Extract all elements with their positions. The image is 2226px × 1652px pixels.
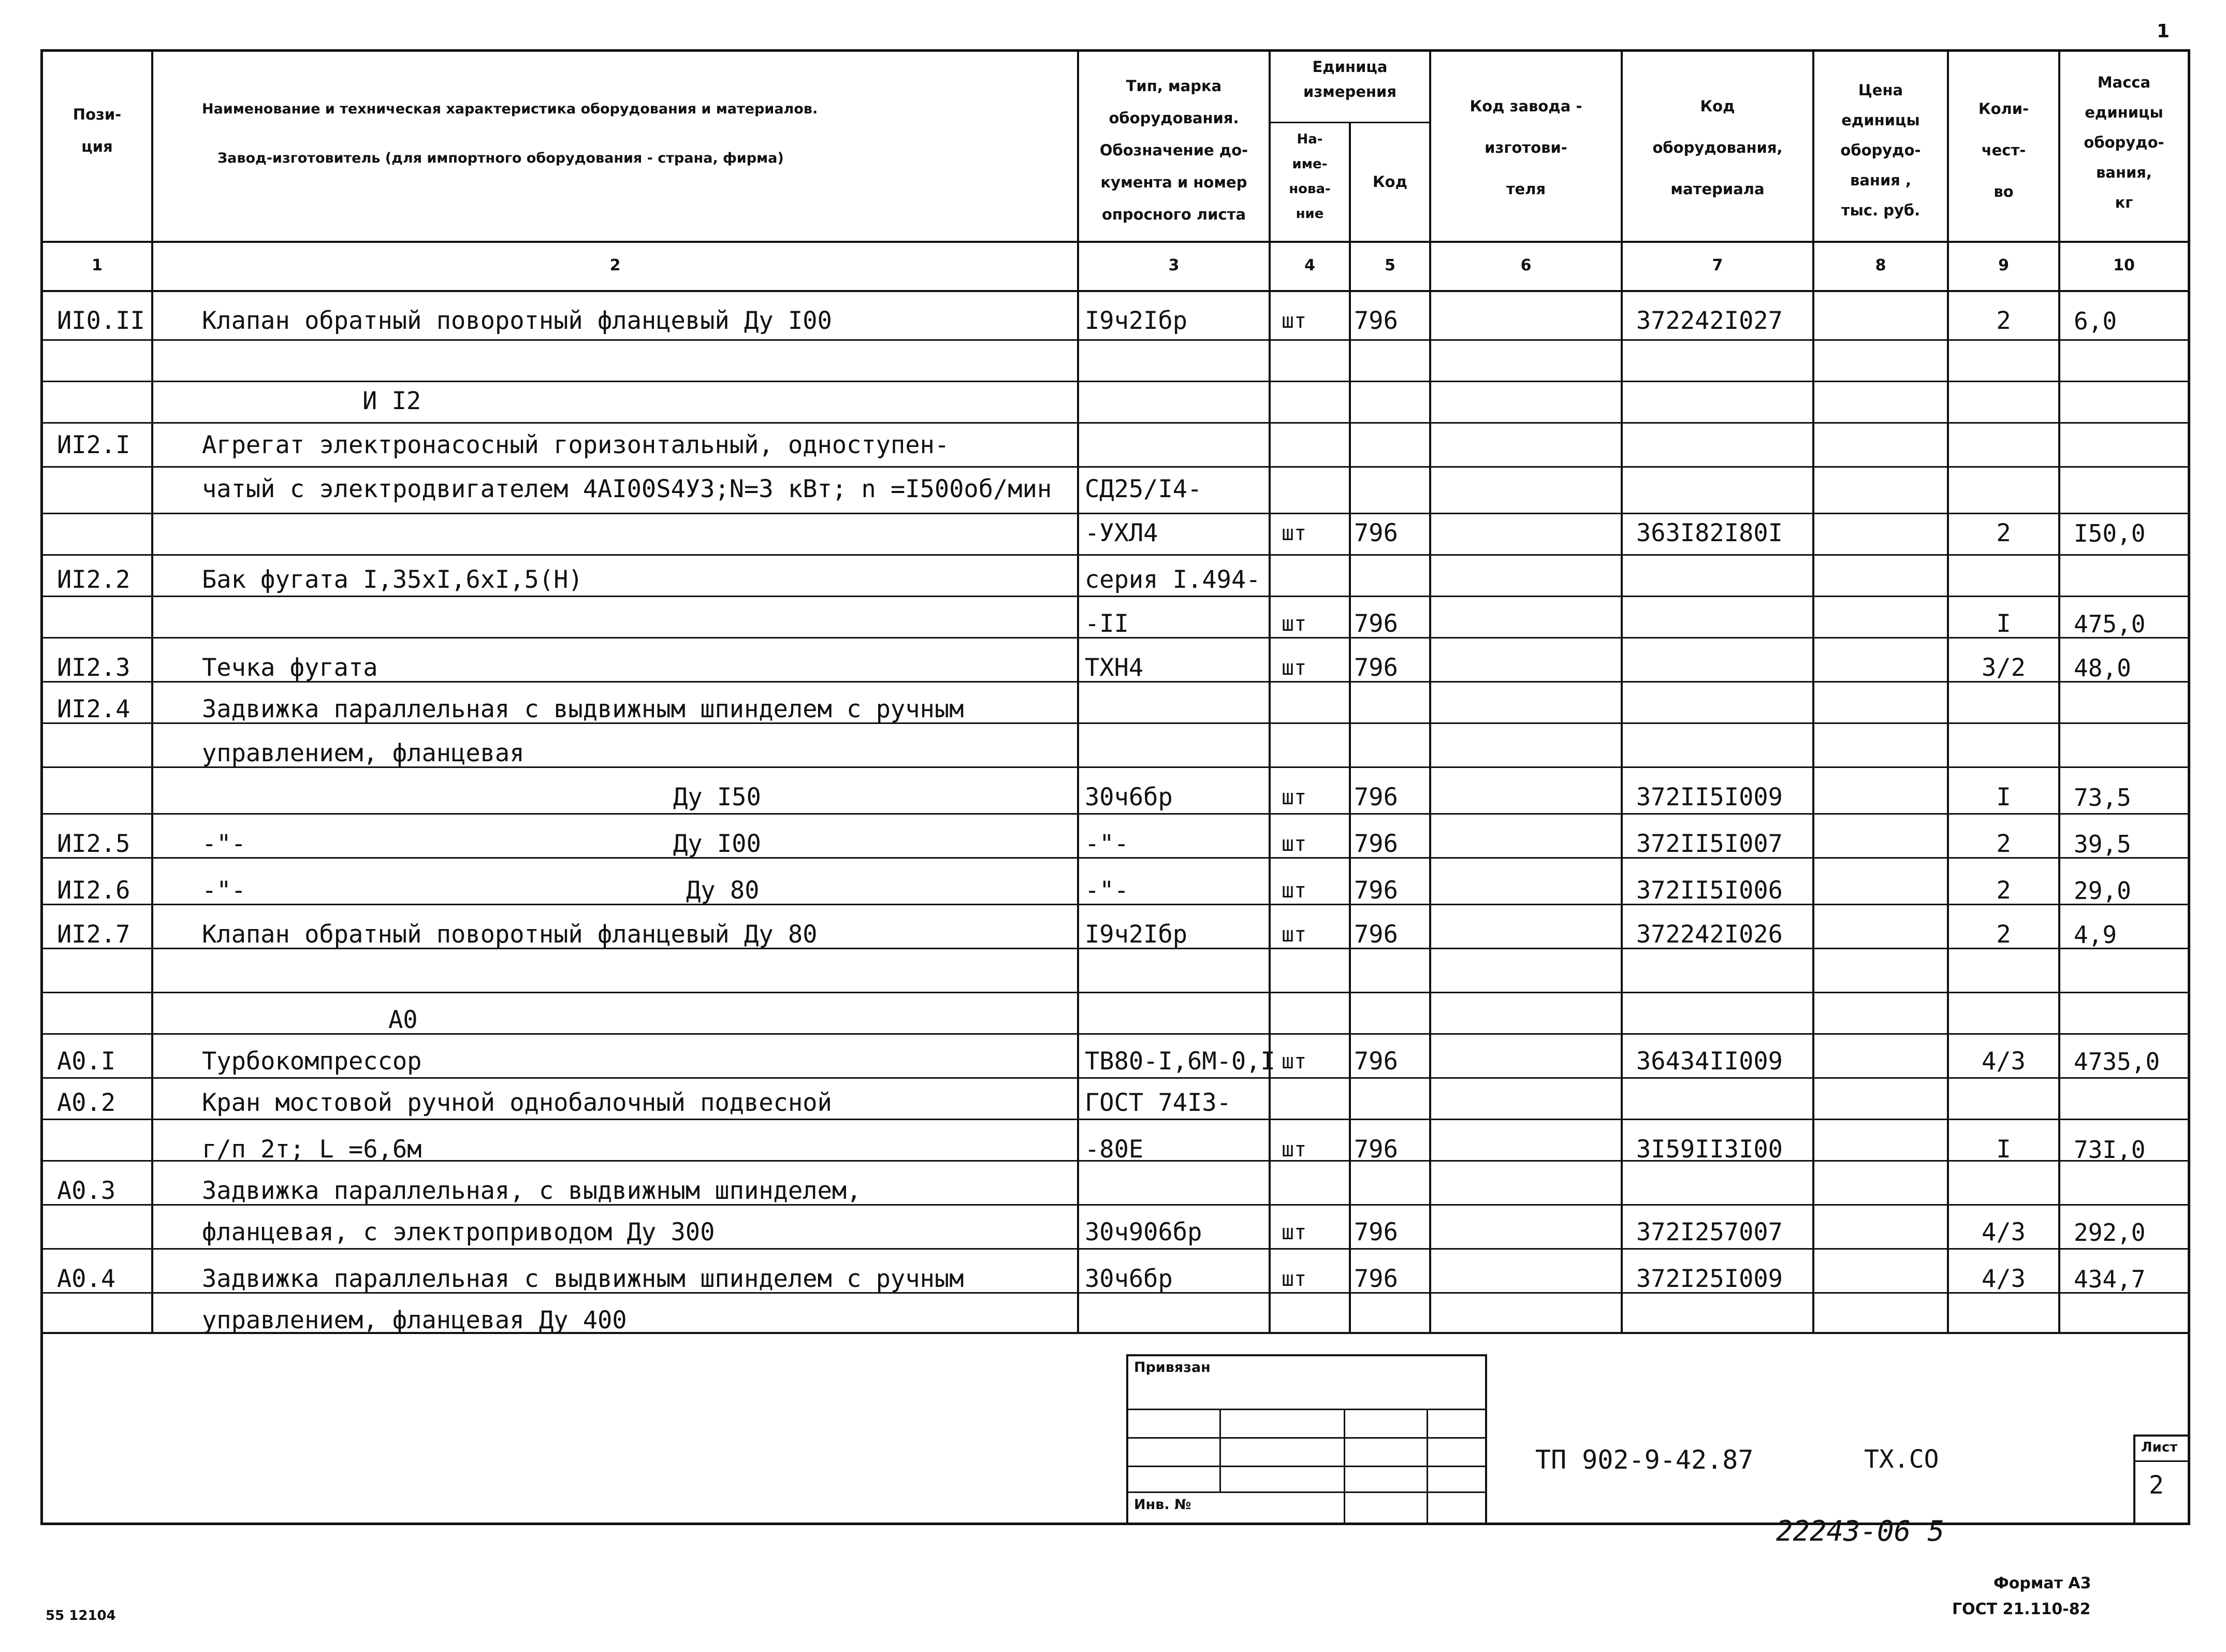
header-equipment-code: Код оборудования, материала xyxy=(1652,97,1783,198)
cell-name: чатый с электродвигателем 4АI00S4У3;N=3 кВт; n =I500об/мин xyxy=(202,475,1052,503)
cell-name: Течка фугата xyxy=(202,654,378,682)
cell-equip-code: 372II5I009 xyxy=(1636,783,1783,811)
cell-type: -"- xyxy=(1085,876,1129,905)
cell-code: 796 xyxy=(1354,876,1398,905)
cell-name: фланцевая, с электроприводом Ду 300 xyxy=(202,1218,715,1247)
cell-type: ГОСТ 74I3- xyxy=(1085,1089,1231,1117)
cell-pos xyxy=(57,1217,150,1248)
cell-name: И I2 xyxy=(362,387,421,415)
cell-equip-code: 372I257007 xyxy=(1636,1218,1783,1247)
header-quantity: Коли- чест- во xyxy=(1978,100,2029,200)
cell-pos xyxy=(57,782,150,813)
header-name-line1: Наименование и техническая характеристика оборудования и материалов. xyxy=(202,101,818,117)
cell-type: серия I.494- xyxy=(1085,566,1261,594)
cell-equip-code: 363I82I80I xyxy=(1636,519,1783,547)
header-mass: Масса единицы оборудо- вания, кг xyxy=(2084,74,2164,211)
cell-unit: шт xyxy=(1282,1050,1307,1074)
cell-equip-code: 372242I026 xyxy=(1636,920,1783,949)
cell-name: Ду I50 xyxy=(673,783,761,811)
cell-pos: ИI2.6 xyxy=(57,876,130,905)
cell-unit: шт xyxy=(1282,1221,1307,1244)
header-price: Цена единицы оборудо- вания , тыс. руб. xyxy=(1840,81,1921,219)
cell-equip-code: 372II5I007 xyxy=(1636,830,1783,858)
cell-name: А0 xyxy=(388,1006,418,1034)
cell-code: 796 xyxy=(1354,1135,1398,1164)
cell-qty: I xyxy=(1996,1135,2011,1164)
cell-pos xyxy=(57,608,150,640)
cell-qty xyxy=(1949,474,2058,505)
cell-mass: 475,0 xyxy=(2074,610,2146,638)
cell-name: Турбокомпрессор xyxy=(202,1047,422,1076)
cell-type: 30ч906бр xyxy=(1085,1218,1202,1247)
header-unit-code: Код xyxy=(1372,173,1408,191)
cell-qty: I xyxy=(1996,610,2011,638)
cell-name: Задвижка параллельная, с выдвижным шпинделем, xyxy=(202,1177,862,1205)
col-number: 4 xyxy=(1304,256,1315,274)
format-label: Формат А3 xyxy=(1994,1574,2091,1592)
cell-type: -80Е xyxy=(1085,1135,1144,1164)
cell-name: управлением, фланцевая Ду 400 xyxy=(202,1306,627,1335)
cell-qty xyxy=(1949,430,2058,461)
cell-qty xyxy=(1949,738,2058,769)
cell-qty xyxy=(1949,1305,2058,1336)
cell-qty: I xyxy=(1996,783,2011,811)
cell-type: -УХЛ4 xyxy=(1085,519,1158,547)
cell-mass: 48,0 xyxy=(2074,654,2131,682)
cell-qty xyxy=(1949,1176,2058,1207)
cell-equip-code: 3I59II3I00 xyxy=(1636,1135,1783,1164)
cell-name: Задвижка параллельная с выдвижным шпинделем с ручным xyxy=(202,1265,964,1293)
cell-mass: 73,5 xyxy=(2074,784,2131,811)
cell-qty xyxy=(1949,1088,2058,1119)
sheet-number: 2 xyxy=(2149,1471,2164,1500)
stamp-linked-label: Привязан xyxy=(1134,1359,1211,1375)
cell-qty: 2 xyxy=(1996,519,2011,547)
cell-equip-code: 372II5I006 xyxy=(1636,876,1783,905)
cell-qty: 2 xyxy=(1996,307,2011,335)
cell-pos xyxy=(57,518,150,549)
cell-type: ТХН4 xyxy=(1085,654,1144,682)
cell-pos xyxy=(57,1134,150,1165)
cell-pos: ИI2.3 xyxy=(57,654,130,682)
cell-mass: 73I,0 xyxy=(2074,1136,2146,1164)
cell-code: 796 xyxy=(1354,519,1398,547)
cell-pos: ИI2.5 xyxy=(57,830,130,858)
col-number: 3 xyxy=(1168,256,1180,274)
cell-name: Клапан обратный поворотный фланцевый Ду 80 xyxy=(202,920,818,949)
cell-mass: 292,0 xyxy=(2074,1219,2146,1247)
cell-pos: А0.I xyxy=(57,1047,116,1076)
col-number: 10 xyxy=(2113,256,2135,274)
cell-pos: ИI2.2 xyxy=(57,566,130,594)
cell-code: 796 xyxy=(1354,920,1398,949)
cell-name: г/п 2т; L =6,6м xyxy=(202,1135,422,1164)
cell-pos: А0.4 xyxy=(57,1265,116,1293)
handwritten-number: 22243-06 5 xyxy=(1776,1515,1945,1547)
cell-unit: шт xyxy=(1282,832,1307,856)
header-unit-name: На- име- нова- ние xyxy=(1289,132,1331,222)
cell-pos xyxy=(57,1005,150,1036)
print-code: 55 12104 xyxy=(46,1608,116,1624)
cell-code: 796 xyxy=(1354,307,1398,335)
cell-type: -"- xyxy=(1085,830,1129,858)
cell-mass: 39,5 xyxy=(2074,830,2131,858)
stamp-inv-label: Инв. № xyxy=(1134,1497,1191,1513)
cell-qty: 4/3 xyxy=(1982,1047,2026,1076)
cell-pos: А0.3 xyxy=(57,1177,116,1205)
col-number: 7 xyxy=(1712,256,1723,274)
cell-pos: ИI2.I xyxy=(57,431,130,459)
cell-code: 796 xyxy=(1354,830,1398,858)
cell-code: 796 xyxy=(1354,610,1398,638)
standard-label: ГОСТ 21.110-82 xyxy=(1952,1600,2091,1618)
cell-name: Бак фугата I,35xI,6xI,5(Н) xyxy=(202,566,583,594)
cell-type: 30ч6бр xyxy=(1085,1265,1173,1293)
header-name-line2: Завод-изготовитель (для импортного оборудования - страна, фирма) xyxy=(217,150,784,166)
cell-code: 796 xyxy=(1354,1265,1398,1293)
cell-name-size: Ду I00 xyxy=(673,830,761,858)
cell-code: 796 xyxy=(1354,783,1398,811)
cell-qty: 4/3 xyxy=(1982,1265,2026,1293)
cell-type: I9ч2Iбр xyxy=(1085,307,1188,335)
cell-name: Кран мостовой ручной однобалочный подвесной xyxy=(202,1089,832,1117)
sheet-label: Лист xyxy=(2141,1440,2178,1455)
doc-suffix: ТХ.СО xyxy=(1864,1445,1939,1474)
cell-code: 796 xyxy=(1354,654,1398,682)
cell-qty xyxy=(1949,564,2058,596)
cell-unit: шт xyxy=(1282,309,1307,333)
cell-qty: 2 xyxy=(1996,876,2011,905)
cell-unit: шт xyxy=(1282,612,1307,636)
cell-pos: ИI0.II xyxy=(57,307,145,335)
cell-name-size: Ду 80 xyxy=(686,876,760,905)
cell-type: I9ч2Iбр xyxy=(1085,920,1188,949)
cell-pos xyxy=(57,1305,150,1336)
cell-type: 30ч6бр xyxy=(1085,783,1173,811)
col-number: 5 xyxy=(1385,256,1395,274)
cell-type: -II xyxy=(1085,610,1129,638)
cell-unit: шт xyxy=(1282,879,1307,903)
cell-qty xyxy=(1949,1005,2058,1036)
cell-equip-code: 36434II009 xyxy=(1636,1047,1783,1076)
cell-qty: 2 xyxy=(1996,920,2011,949)
cell-name: Агрегат электронасосный горизонтальный, одноступен- xyxy=(202,431,950,459)
cell-unit: шт xyxy=(1282,1138,1307,1162)
col-number: 6 xyxy=(1520,256,1532,274)
col-number: 1 xyxy=(92,256,103,274)
cell-pos xyxy=(57,386,150,417)
header-plant-code: Код завода - изготови- теля xyxy=(1470,97,1582,198)
cell-pos: А0.2 xyxy=(57,1089,116,1117)
cell-qty xyxy=(1949,694,2058,725)
cell-mass: 434,7 xyxy=(2074,1265,2146,1293)
cell-qty: 2 xyxy=(1996,830,2011,858)
cell-pos xyxy=(57,474,150,505)
cell-unit: шт xyxy=(1282,1267,1307,1291)
cell-mass: 6,0 xyxy=(2074,307,2117,335)
header-position: Пози- ция xyxy=(72,106,122,155)
col-number: 8 xyxy=(1875,256,1886,274)
cell-pos xyxy=(57,738,150,769)
page-mark: 1 xyxy=(2157,21,2170,42)
cell-equip-code: 372242I027 xyxy=(1636,307,1783,335)
header-unit-group: Единица измерения xyxy=(1303,58,1396,100)
cell-mass: 4735,0 xyxy=(2074,1048,2160,1076)
cell-type: ТВ80-I,6М-0,I xyxy=(1085,1047,1275,1076)
header-type: Тип, марка оборудования. Обозначение до- кумента и номер опросного листа xyxy=(1099,77,1248,223)
col-number: 9 xyxy=(1998,256,2009,274)
cell-equip-code: 372I25I009 xyxy=(1636,1265,1783,1293)
cell-unit: шт xyxy=(1282,656,1307,680)
cell-unit: шт xyxy=(1282,923,1307,947)
cell-pos: ИI2.4 xyxy=(57,695,130,723)
cell-name: управлением, фланцевая xyxy=(202,739,525,767)
cell-code: 796 xyxy=(1354,1047,1398,1076)
cell-mass: 29,0 xyxy=(2074,877,2131,905)
cell-qty xyxy=(1949,386,2058,417)
cell-unit: шт xyxy=(1282,786,1307,809)
cell-pos: ИI2.7 xyxy=(57,920,130,949)
cell-mass: I50,0 xyxy=(2074,519,2146,547)
cell-name: -"- xyxy=(202,876,246,905)
cell-qty xyxy=(1949,963,2058,994)
cell-qty xyxy=(1949,350,2058,381)
cell-name: -"- xyxy=(202,830,246,858)
cell-name: Клапан обратный поворотный фланцевый Ду I00 xyxy=(202,307,832,335)
doc-code: ТП 902-9-42.87 xyxy=(1535,1445,1754,1475)
cell-pos xyxy=(57,963,150,994)
cell-unit: шт xyxy=(1282,521,1307,545)
cell-code: 796 xyxy=(1354,1218,1398,1247)
cell-type: СД25/I4- xyxy=(1085,475,1202,503)
col-number: 2 xyxy=(609,256,621,274)
cell-mass: 4,9 xyxy=(2074,921,2117,949)
cell-pos xyxy=(57,350,150,381)
cell-qty: 4/3 xyxy=(1982,1218,2026,1247)
cell-name: Задвижка параллельная с выдвижным шпинделем с ручным xyxy=(202,695,964,723)
cell-qty: 3/2 xyxy=(1982,654,2026,682)
